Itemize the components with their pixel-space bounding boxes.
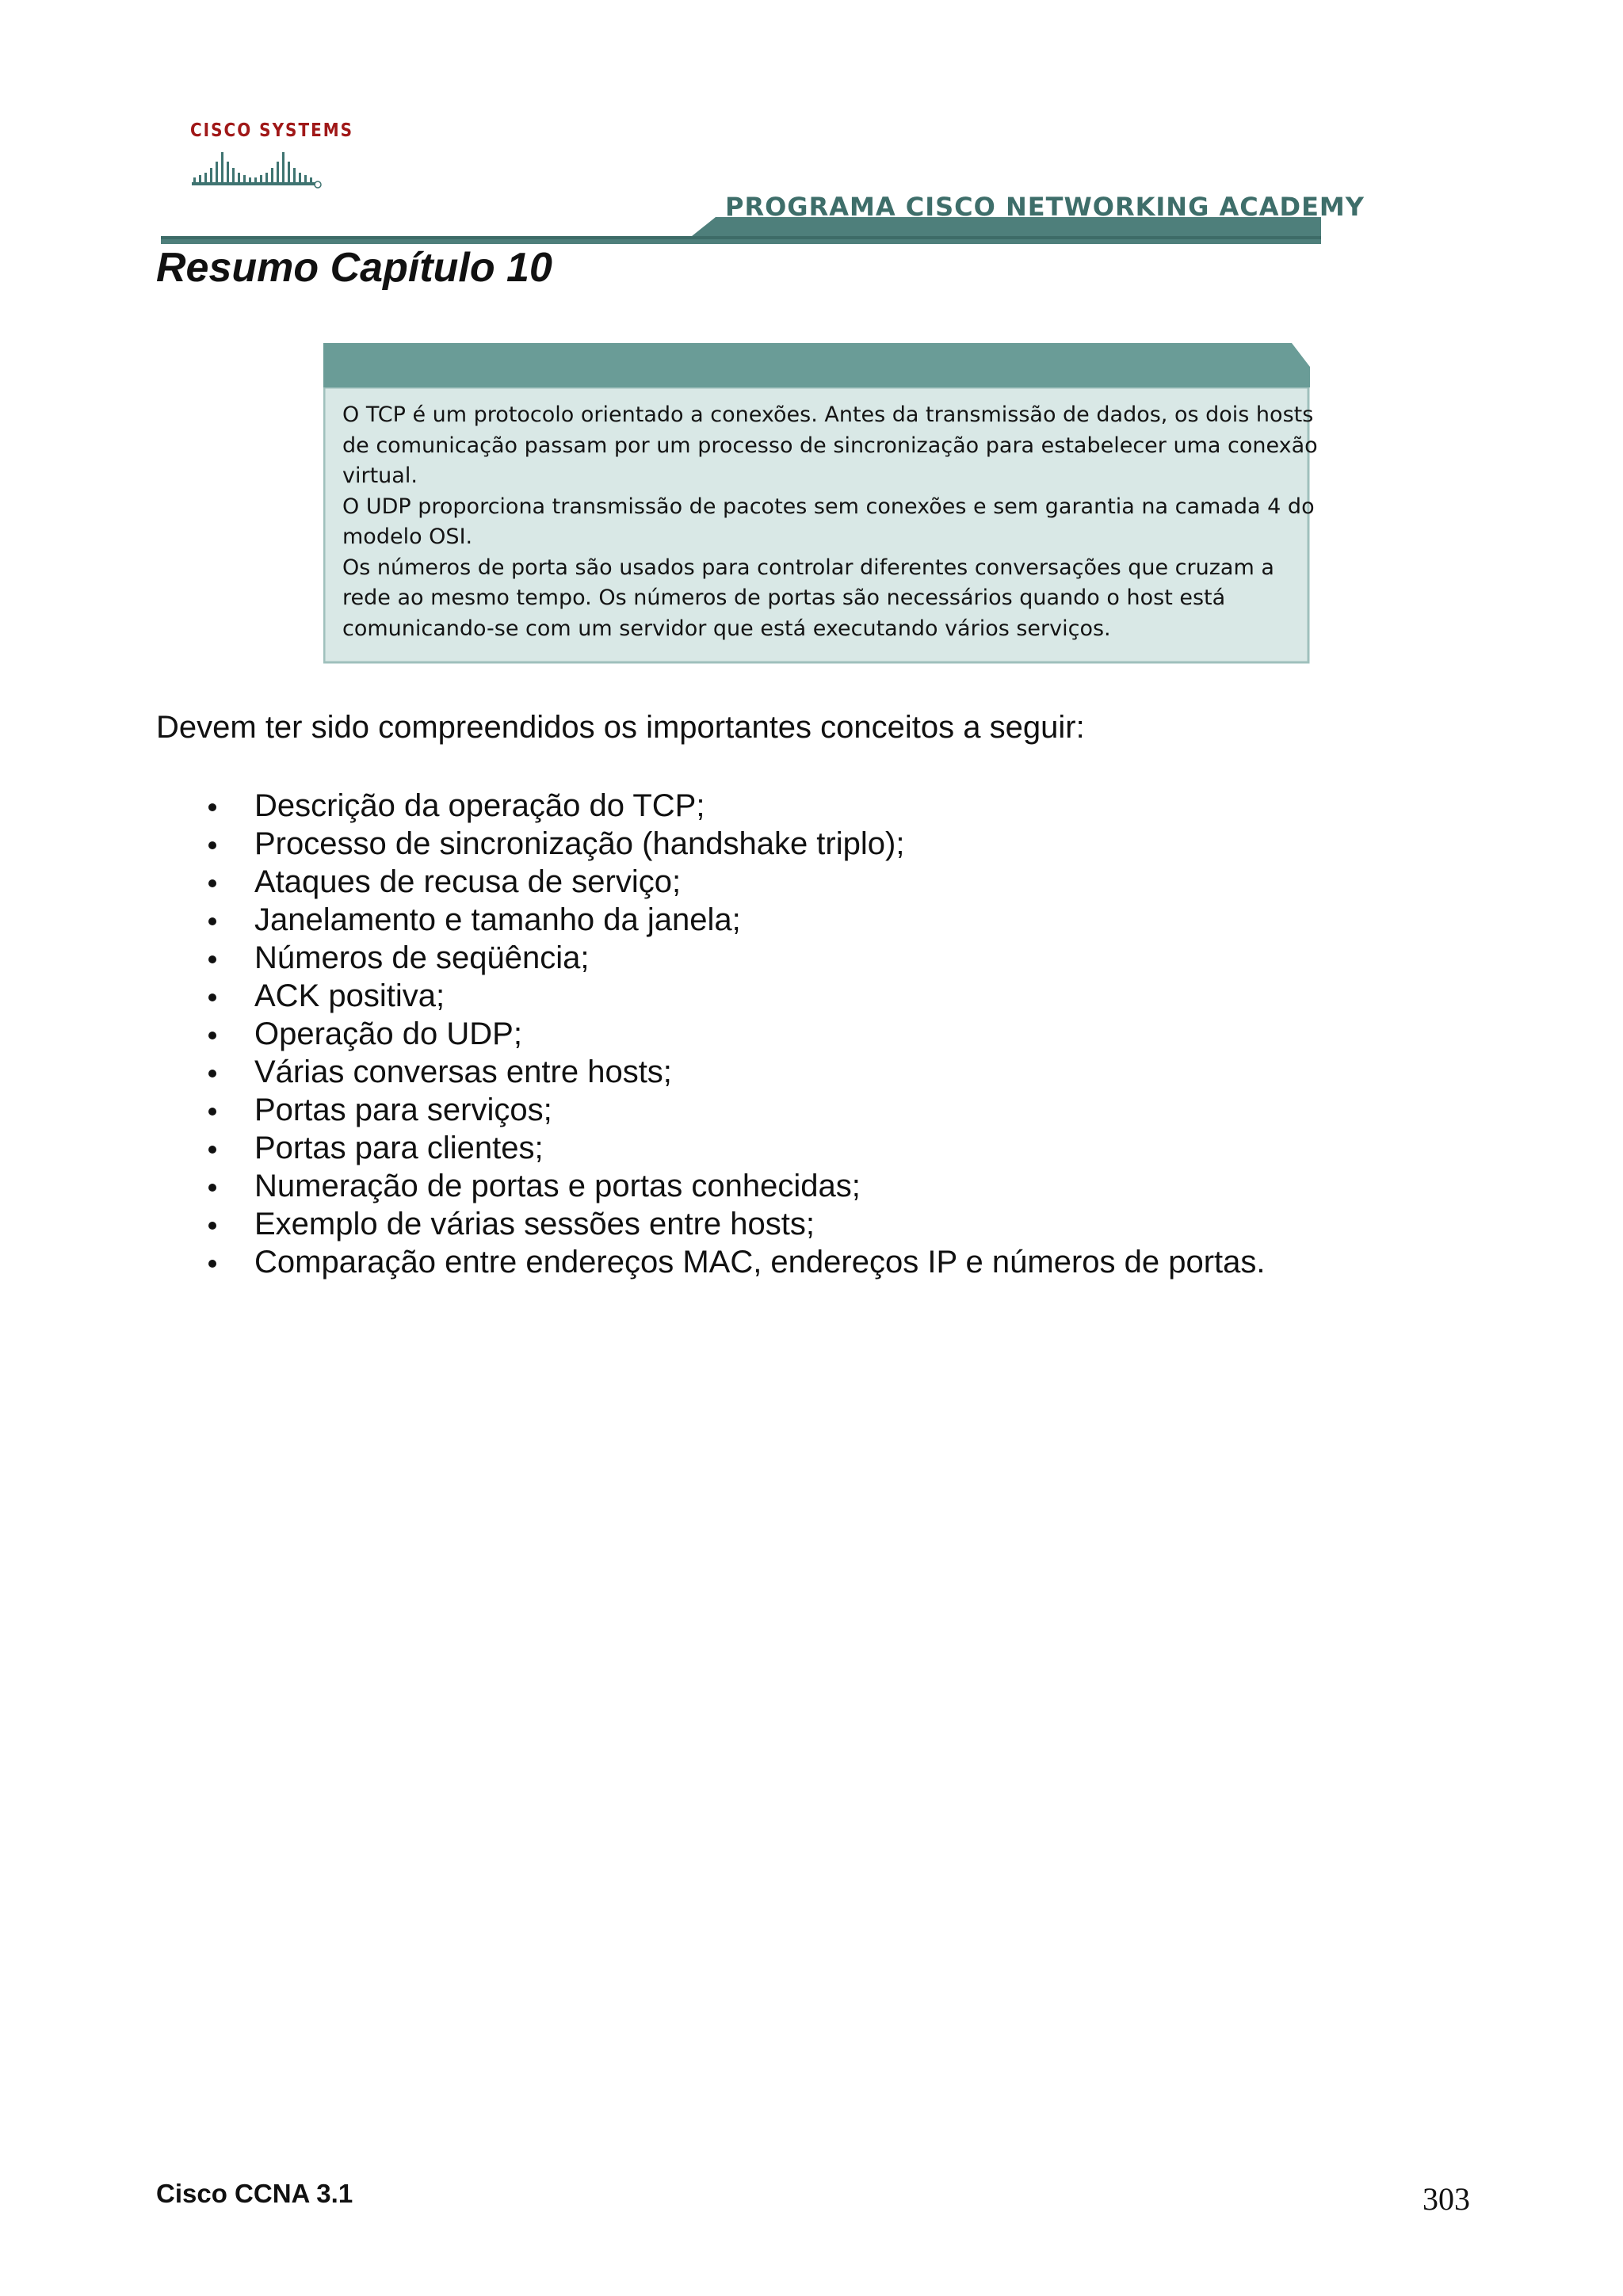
summary-text <box>342 400 1318 644</box>
page-number: 303 <box>1423 2181 1470 2217</box>
list-item-text: Processo de sincronização (handshake triplo); <box>254 826 905 861</box>
bullet-icon <box>208 841 216 849</box>
summary-line: Os números de porta são usados para controlar diferentes conversações que cruzam a <box>342 555 1274 580</box>
list-item-text: Descrição da operação do TCP; <box>254 788 705 823</box>
summary-box <box>323 343 1318 664</box>
cisco-systems-logo <box>187 119 354 190</box>
summary-line: virtual. <box>342 463 418 488</box>
bullet-icon <box>208 1222 216 1230</box>
footer-course-name: Cisco CCNA 3.1 <box>156 2179 353 2208</box>
list-item-text: Portas para clientes; <box>254 1131 544 1165</box>
cisco-logo-wordmark: CISCO SYSTEMS <box>190 119 354 141</box>
list-item-text: Numeração de portas e portas conhecidas; <box>254 1169 861 1203</box>
summary-line: de comunicação passam por um processo de sincronização para estabelecer uma conexão <box>342 433 1318 458</box>
bullet-icon <box>208 917 216 925</box>
summary-line: comunicando-se com um servidor que está executando vários serviços. <box>342 616 1111 641</box>
list-item-text: Exemplo de várias sessões entre hosts; <box>254 1207 815 1241</box>
bullet-icon <box>208 1146 216 1154</box>
bullet-icon <box>208 994 216 1001</box>
bullet-icon <box>208 955 216 963</box>
bullet-icon <box>208 1070 216 1077</box>
list-item-text: Várias conversas entre hosts; <box>254 1055 672 1089</box>
bullet-icon <box>208 803 216 811</box>
summary-line: O TCP é um protocolo orientado a conexões. Antes da transmissão de dados, os dois hosts <box>342 402 1314 427</box>
intro-paragraph: Devem ter sido compreendidos os importantes conceitos a seguir: <box>156 710 1085 745</box>
list-item-text: Portas para serviços; <box>254 1093 552 1127</box>
bullet-icon <box>208 1108 216 1116</box>
summary-line: O UDP proporciona transmissão de pacotes sem conexões e sem garantia na camada 4 do <box>342 494 1315 519</box>
list-item-text: ACK positiva; <box>254 978 445 1013</box>
summary-line: rede ao mesmo tempo. Os números de portas são necessários quando o host está <box>342 585 1226 610</box>
list-item-text: Operação do UDP; <box>254 1016 522 1051</box>
summary-line: modelo OSI. <box>342 524 473 549</box>
list-item-text: Comparação entre endereços MAC, endereços IP e números de portas. <box>254 1245 1266 1280</box>
page-title: Resumo Capítulo 10 <box>156 245 552 291</box>
bullet-icon <box>208 1032 216 1039</box>
academy-banner-text: PROGRAMA CISCO NETWORKING ACADEMY <box>725 192 1365 222</box>
bullet-icon <box>208 879 216 887</box>
bullet-icon <box>208 1184 216 1192</box>
bullet-icon <box>208 1260 216 1268</box>
cisco-bridge-icon <box>187 141 323 190</box>
list-item-text: Ataques de recusa de serviço; <box>254 864 682 899</box>
list-item-text: Números de seqüência; <box>254 940 590 975</box>
list-item-text: Janelamento e tamanho da janela; <box>254 902 741 937</box>
